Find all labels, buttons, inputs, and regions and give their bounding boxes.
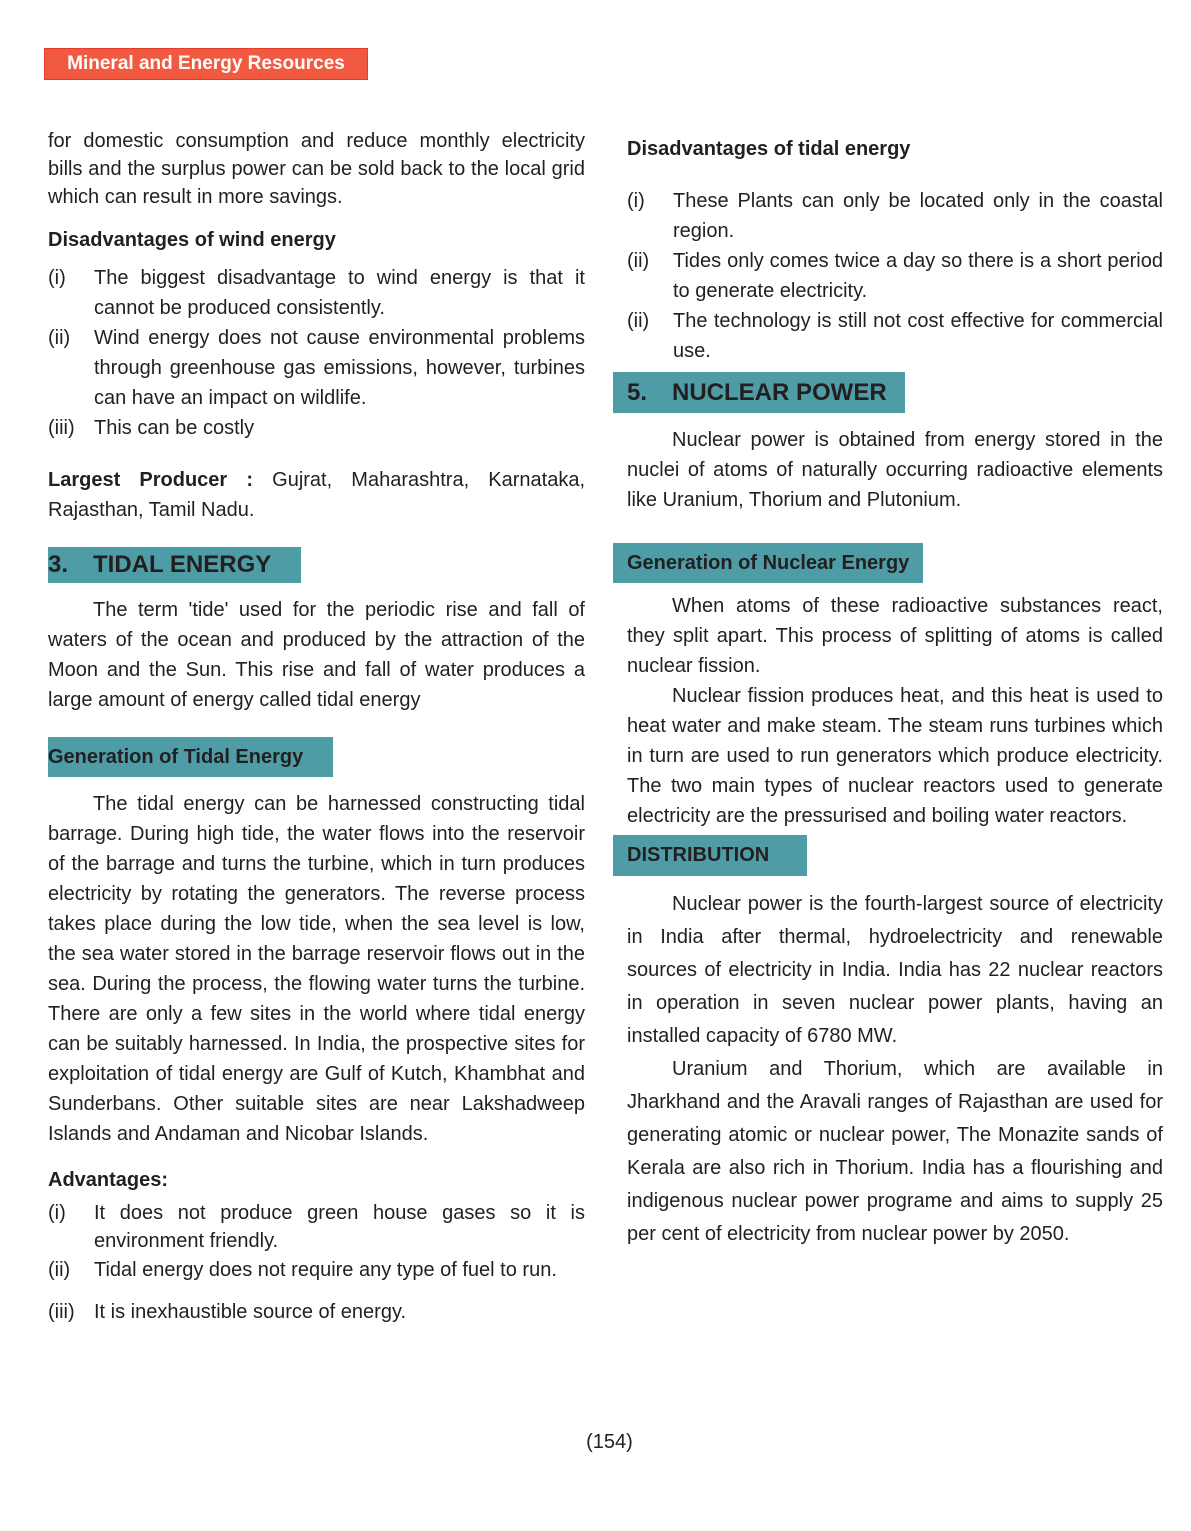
list-text: It is inexhaustible source of energy. <box>94 1301 407 1323</box>
page-number: (154) <box>586 1431 633 1453</box>
subheading-distribution: DISTRIBUTION <box>613 835 807 876</box>
section-heading-tidal <box>48 547 301 583</box>
list-item <box>627 306 1163 366</box>
section-title: TIDAL ENERGY <box>93 551 272 578</box>
tidal-intro: The term 'tide' used for the periodic rise and fall of waters of the ocean and produced by the attraction of the Moon and the Sun. This rise and fall of water produces a large amount of energy called tidal energy <box>48 599 585 711</box>
subheading-generation-tidal: Generation of Tidal Energy <box>48 737 333 777</box>
subheading-generation-nuclear: Generation of Nuclear Energy <box>613 543 923 583</box>
list-number: (ii) <box>48 1259 71 1281</box>
list-text: This can be costly <box>94 417 255 439</box>
largest-producer-label: Largest Producer : <box>48 469 253 491</box>
list-item <box>48 323 585 413</box>
list-number: (iii) <box>48 1301 75 1323</box>
tidal-generation-text: The tidal energy can be harnessed constructing tidal barrage. During high tide, the water flows into the reservoir of the barrage and turns the turbine, which in turn produces electricity by rotating the generators. The reverse process takes place during the low tide, when the sea level is low, the sea water stored in the barrage reservoir flows out in the sea. During the process, the flowing water turns the turbine. There are only a few sites in the world where tidal energy can be suitably harnessed. In India, the prospective sites for exploitation of tidal energy are Gulf of Kutch, Khambhat and Sunderbans. Other suitable sites are near Lakshadweep Islands and Andaman and Nicobar Islands. <box>48 793 585 1145</box>
list-item <box>48 263 585 323</box>
wind-disadvantages-heading: Disadvantages of wind energy <box>48 229 336 251</box>
list-item <box>627 246 1163 306</box>
distribution-p2: Uranium and Thorium, which are available in Jharkhand and the Aravali ranges of Rajasthan are used for generating atomic or nuclear power, The Monazite sands of Kerala are also rich in Thorium. India has a flourishing and indigenous nuclear power programe and aims to supply 25 per cent of electricity from nuclear power by 2050. <box>627 1058 1163 1245</box>
chapter-header: Mineral and Energy Resources <box>44 48 368 80</box>
list-text: It does not produce green house gases so it is environment friendly. <box>94 1202 585 1252</box>
nuclear-generation-p2: Nuclear fission produces heat, and this heat is used to heat water and make steam. The steam runs turbines which in turn are used to run generators which produce electricity. The two main types of nuclear reactors used to generate electricity are the pressurised and boiling water reactors. <box>627 685 1163 827</box>
list-text: Tides only comes twice a day so there is a short period to generate electricity. <box>673 250 1163 302</box>
list-number: (i) <box>48 267 66 289</box>
list-item <box>48 1255 585 1285</box>
list-number: (i) <box>627 190 645 212</box>
advantages-heading: Advantages: <box>48 1169 169 1191</box>
nuclear-intro: Nuclear power is obtained from energy stored in the nuclei of atoms of naturally occurring radioactive elements like Uranium, Thorium and Plutonium. <box>627 429 1163 511</box>
list-text: Tidal energy does not require any type of fuel to run. <box>94 1259 557 1281</box>
largest-producer-text: Gujrat, Maharashtra, Karnataka, Rajasthan, Tamil Nadu. <box>48 469 585 521</box>
list-number: (ii) <box>48 327 71 349</box>
right-column <box>627 134 1163 1251</box>
section-number: 3. <box>48 551 69 578</box>
tidal-disadvantages-heading: Disadvantages of tidal energy <box>627 138 911 160</box>
list-text: The technology is still not cost effective for commercial use. <box>673 310 1163 362</box>
section-number: 5. <box>627 379 648 406</box>
list-number: (iii) <box>48 417 75 439</box>
list-text: These Plants can only be located only in the coastal region. <box>673 190 1163 242</box>
intro-paragraph: for domestic consumption and reduce monthly electricity bills and the surplus power can be sold back to the local grid which can result in more savings. <box>48 130 585 208</box>
distribution-p1: Nuclear power is the fourth-largest source of electricity in India after thermal, hydroelectricity and renewable sources of electricity in India. India has 22 nuclear reactors in operation in seven nuclear power plants, having an installed capacity of 6780 MW. <box>627 893 1163 1047</box>
section-heading-nuclear <box>613 372 905 413</box>
left-column <box>48 127 585 1327</box>
list-item <box>48 1199 585 1255</box>
list-text: Wind energy does not cause environmental problems through greenhouse gas emissions, however, turbines can have an impact on wildlife. <box>94 327 585 409</box>
list-number: (i) <box>48 1202 66 1224</box>
largest-producer <box>48 465 585 525</box>
list-item <box>48 413 585 443</box>
nuclear-generation-p1: When atoms of these radioactive substances react, they split apart. This process of splitting of atoms is called nuclear fission. <box>627 595 1163 677</box>
section-title: NUCLEAR POWER <box>672 379 887 406</box>
list-number: (ii) <box>627 310 650 332</box>
list-item <box>48 1297 585 1327</box>
list-number: (ii) <box>627 250 650 272</box>
list-text: The biggest disadvantage to wind energy is that it cannot be produced consistently. <box>94 267 585 319</box>
list-item <box>627 186 1163 246</box>
